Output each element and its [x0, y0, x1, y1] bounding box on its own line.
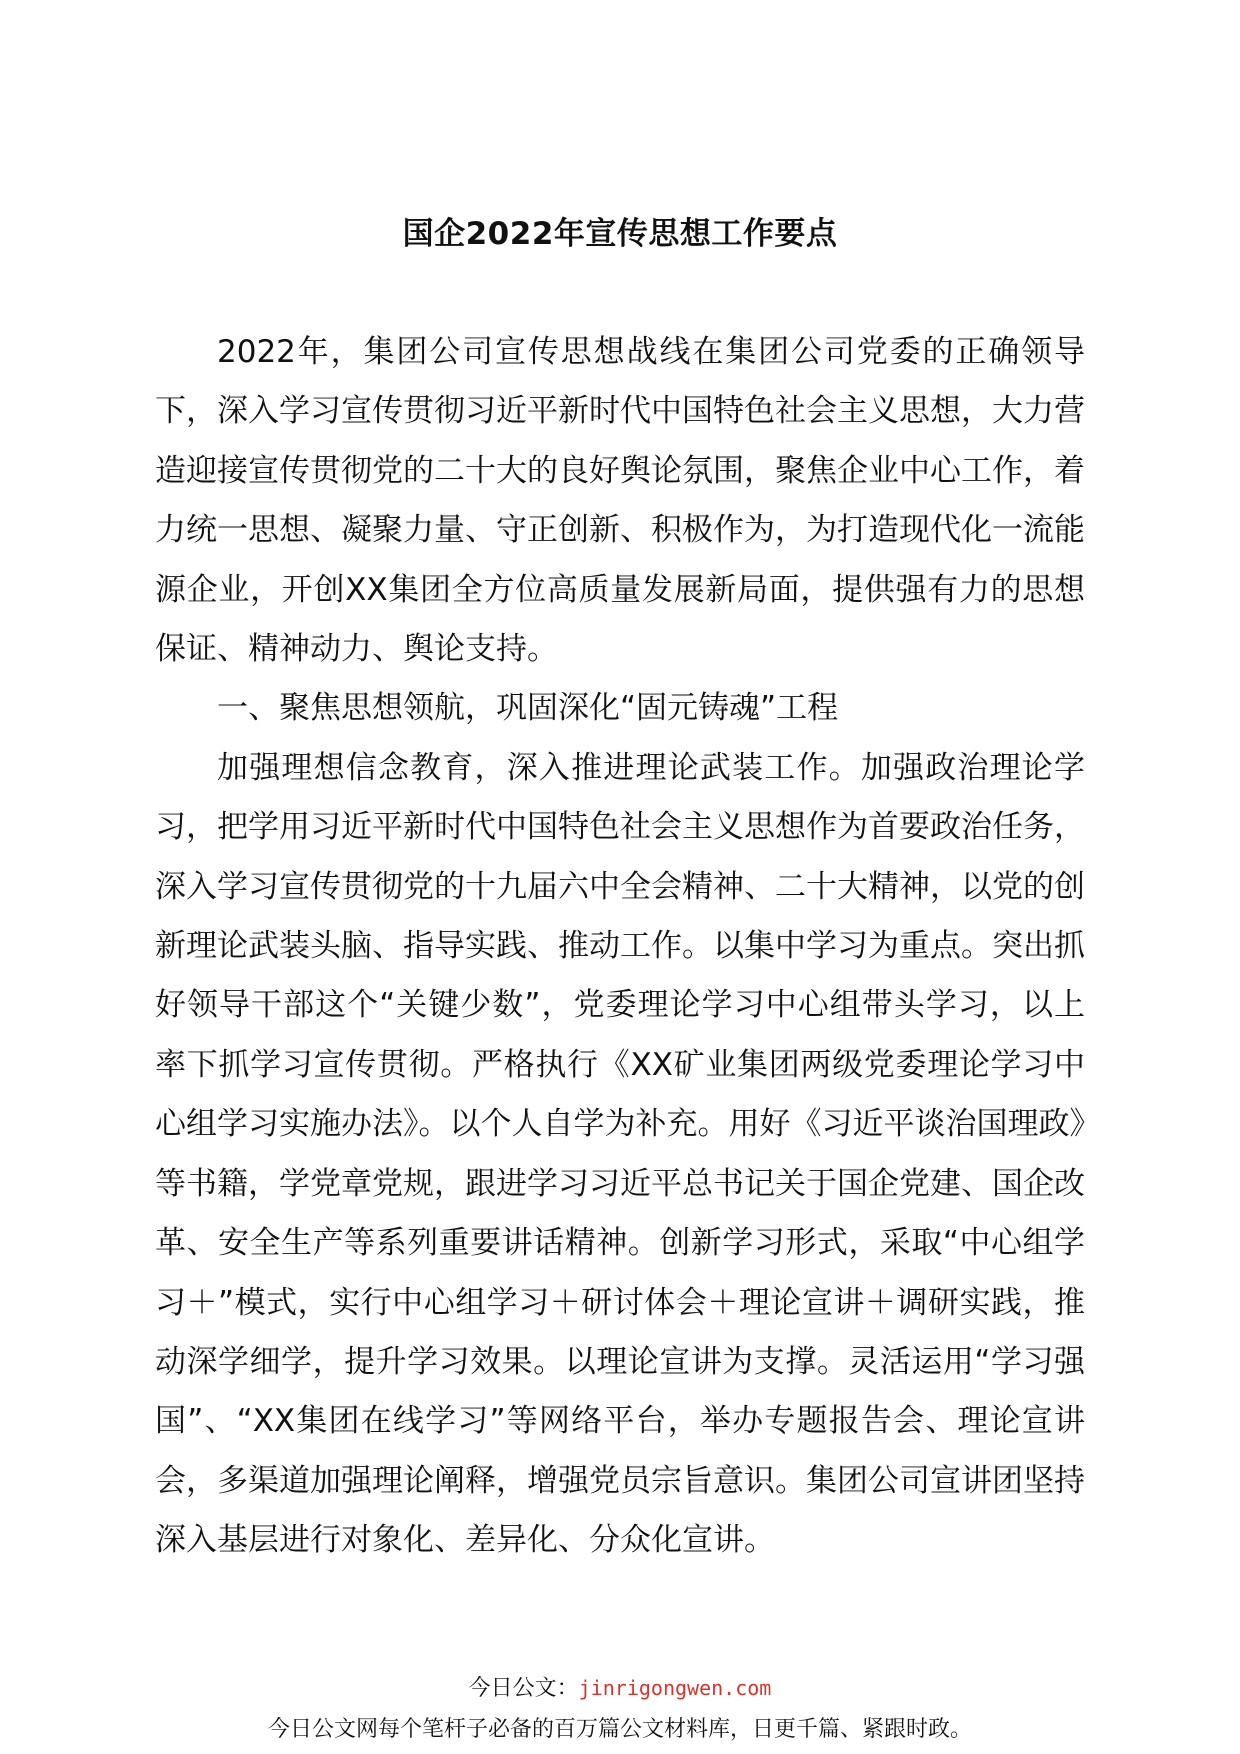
document-title: 国企2022年宣传思想工作要点 [402, 216, 838, 252]
document-body [155, 323, 1085, 1571]
footer-site-line [0, 1674, 1240, 1703]
footer-slogan: 今日公文网每个笔杆子必备的百万篇公文材料库，日更千篇、紧跟时政。 [267, 1717, 972, 1742]
paragraph-section-1: 加强理想信念教育，深入推进理论武装工作。加强政治理论学习，把学用习近平新时代中国特色社会主义思想作为首要政治任务，深入学习宣传贯彻党的十九届六中全会精神、二十大精神，以党的创新理论武装头脑、指导实践、推动工作。以集中学习为重点。突出抓好领导干部这个“关键少数”，党委理论学习中心组带头学习，以上率下抓学习宣传贯彻。严格执行《XX矿业集团两级党委理论学习中心组学习实施办法》。以个人自学为补充。用好《习近平谈治国理政》等书籍，学党章党规，跟进学习习近平总书记关于国企党建、国企改革、安全生产等系列重要讲话精神。创新学习形式，采取“中心组学习＋”模式，实行中心组学习＋研讨体会＋理论宣讲＋调研实践，推动深学细学，提升学习效果。以理论宣讲为支撑。灵活运用“学习强国”、“XX集团在线学习”等网络平台，举办专题报告会、理论宣讲会，多渠道加强理论阐释，增强党员宗旨意识。集团公司宣讲团坚持深入基层进行对象化、差异化、分众化宣讲。 [155, 749, 1085, 1559]
footer-site-label: 今日公文： [468, 1676, 579, 1701]
section-heading-1: 一、聚焦思想领航，巩固深化“固元铸魂”工程 [217, 690, 839, 727]
paragraph-intro: 2022年，集团公司宣传思想战线在集团公司党委的正确领导下，深入学习宣传贯彻习近平新时代中国特色社会主义思想，大力营造迎接宣传贯彻党的二十大的良好舆论氛围，聚焦企业中心工作，着力统一思想、凝聚力量、守正创新、积极作为，为打造现代化一流能源企业，开创XX集团全方位高质量发展新局面，提供强有力的思想保证、精神动力、舆论支持。 [155, 334, 1085, 668]
footer-site-link[interactable]: jinrigongwen.com [578, 1676, 772, 1700]
